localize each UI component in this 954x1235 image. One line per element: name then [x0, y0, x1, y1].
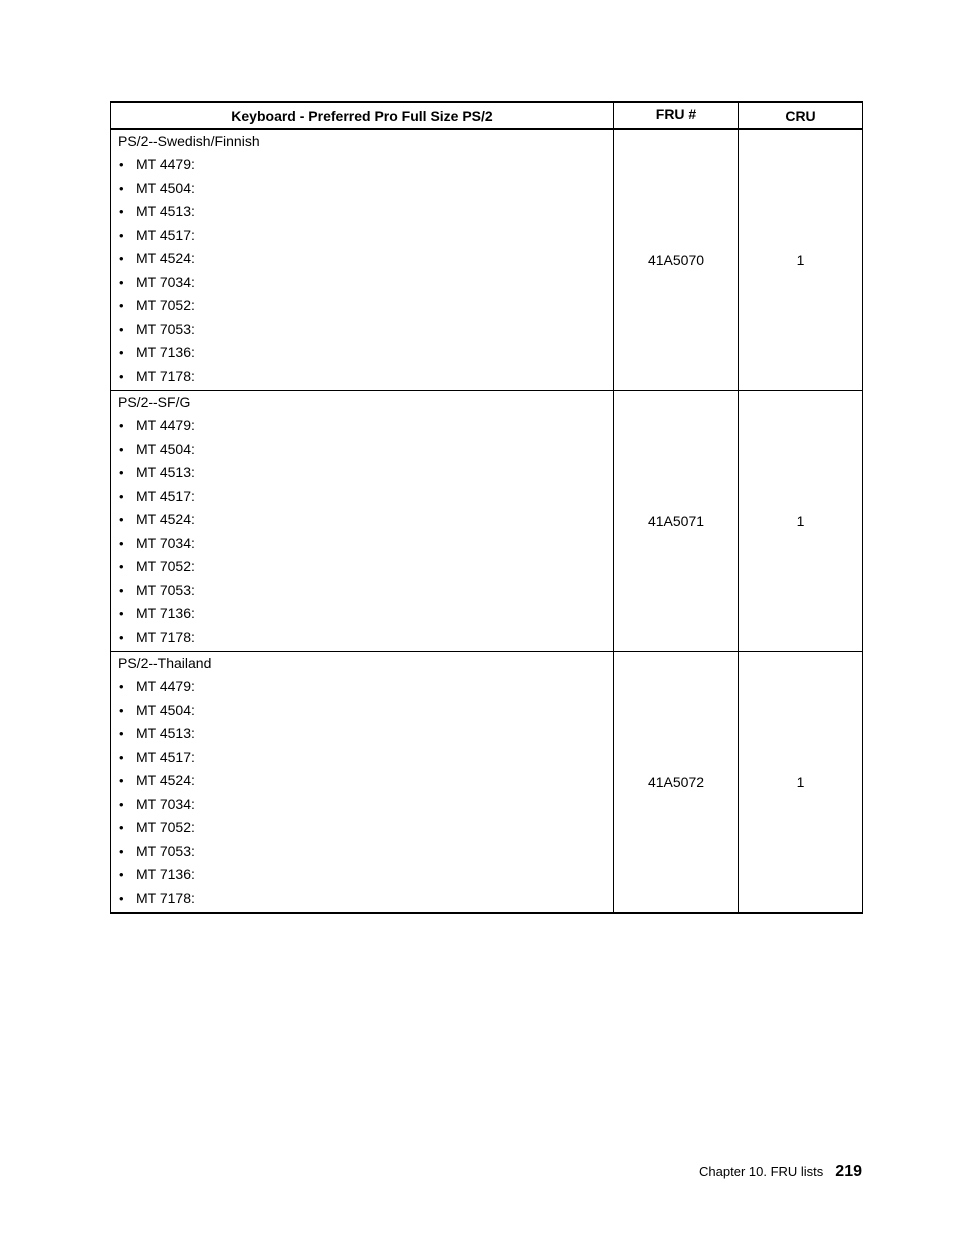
machine-type-label: MT 7178: [136, 628, 195, 645]
machine-type-label: MT 7136: [136, 605, 195, 621]
list-item [111, 153, 613, 177]
table-row [111, 391, 863, 652]
table-body [111, 129, 863, 913]
machine-type-label: MT 4479: [136, 156, 195, 172]
table-header [111, 102, 863, 129]
bullet-icon: • [119, 820, 124, 835]
header-fru [614, 102, 739, 129]
bullet-icon: • [119, 512, 124, 527]
bullet-icon: • [119, 180, 124, 196]
bullet-icon: • [119, 157, 124, 172]
list-item [111, 200, 613, 224]
list-item [111, 816, 613, 840]
list-item [111, 769, 613, 793]
list-item [111, 675, 613, 699]
machine-type-label: MT 4524: [136, 511, 195, 527]
page-footer [699, 1160, 862, 1184]
cru-value: 1 [796, 513, 805, 529]
list-item [111, 579, 613, 603]
list-item [111, 461, 613, 485]
bullet-icon: • [119, 368, 124, 384]
bullet-icon: • [119, 465, 124, 480]
list-item [111, 602, 613, 626]
list-item [111, 840, 613, 864]
machine-type-label: MT 7034: [136, 273, 195, 290]
cru-cell [739, 652, 863, 914]
bullet-icon: • [119, 321, 124, 337]
header-description [111, 102, 614, 129]
machine-type-list [111, 414, 613, 649]
list-item [111, 555, 613, 579]
machine-type-label: MT 4513: [136, 203, 195, 219]
header-row [111, 102, 863, 129]
header-fru-label: FRU # [655, 105, 697, 122]
bullet-icon: • [119, 582, 124, 598]
machine-type-list [111, 675, 613, 910]
cru-cell [739, 129, 863, 391]
list-item [111, 438, 613, 462]
machine-type-label: MT 7136: [136, 344, 195, 360]
fru-number: 41A5071 [647, 513, 705, 529]
bullet-icon: • [119, 441, 124, 457]
list-item [111, 863, 613, 887]
fru-cell [614, 652, 739, 914]
machine-type-label: MT 4513: [136, 464, 195, 480]
machine-type-label: MT 7052: [136, 297, 195, 313]
bullet-icon: • [119, 726, 124, 741]
list-item [111, 365, 613, 389]
machine-type-list [111, 153, 613, 388]
list-item [111, 887, 613, 911]
group-title: PS/2--Swedish/Finnish [118, 133, 260, 149]
machine-type-label: MT 7178: [136, 367, 195, 384]
list-item [111, 508, 613, 532]
header-cru [739, 102, 863, 129]
fru-cell [614, 129, 739, 391]
description-cell [111, 129, 614, 391]
bullet-icon: • [119, 251, 124, 266]
machine-type-label: MT 7136: [136, 866, 195, 882]
fru-cell [614, 391, 739, 652]
list-item [111, 532, 613, 556]
bullet-icon: • [119, 890, 124, 906]
list-item [111, 294, 613, 318]
machine-type-label: MT 4524: [136, 250, 195, 266]
cru-cell [739, 391, 863, 652]
bullet-icon: • [119, 418, 124, 433]
bullet-icon: • [119, 843, 124, 859]
machine-type-label: MT 7034: [136, 795, 195, 812]
description-cell [111, 391, 614, 652]
list-item [111, 341, 613, 365]
list-item [111, 626, 613, 650]
list-item [111, 271, 613, 295]
description-cell [111, 652, 614, 914]
bullet-icon: • [119, 867, 124, 882]
machine-type-label: MT 7052: [136, 558, 195, 574]
list-item [111, 318, 613, 342]
machine-type-label: MT 7053: [136, 842, 195, 859]
fru-number: 41A5070 [647, 252, 705, 268]
machine-type-label: MT 4504: [136, 440, 195, 457]
bullet-icon: • [119, 749, 124, 765]
bullet-icon: • [119, 559, 124, 574]
machine-type-label: MT 7053: [136, 581, 195, 598]
fru-table [110, 101, 863, 914]
list-item [111, 414, 613, 438]
machine-type-label: MT 4479: [136, 678, 195, 694]
machine-type-label: MT 4524: [136, 772, 195, 788]
machine-type-label: MT 4479: [136, 417, 195, 433]
cru-value: 1 [796, 252, 805, 268]
bullet-icon: • [119, 227, 124, 243]
list-item [111, 177, 613, 201]
bullet-icon: • [119, 274, 124, 290]
bullet-icon: • [119, 629, 124, 645]
bullet-icon: • [119, 796, 124, 812]
bullet-icon: • [119, 204, 124, 219]
group-title: PS/2--Thailand [118, 655, 212, 671]
machine-type-label: MT 7053: [136, 320, 195, 337]
page-number: 219 [835, 1163, 862, 1180]
table-row [111, 652, 863, 914]
machine-type-label: MT 4504: [136, 701, 195, 718]
machine-type-label: MT 7178: [136, 889, 195, 906]
list-item [111, 224, 613, 248]
machine-type-label: MT 4517: [136, 748, 195, 765]
bullet-icon: • [119, 606, 124, 621]
bullet-icon: • [119, 702, 124, 718]
list-item [111, 746, 613, 770]
cru-value: 1 [796, 774, 805, 790]
bullet-icon: • [119, 535, 124, 551]
header-description-label: Keyboard - Preferred Pro Full Size PS/2 [231, 107, 493, 124]
machine-type-label: MT 7052: [136, 819, 195, 835]
chapter-label: Chapter 10. FRU lists [699, 1164, 824, 1179]
bullet-icon: • [119, 488, 124, 504]
group-title: PS/2--SF/G [118, 394, 191, 410]
list-item [111, 722, 613, 746]
list-item [111, 247, 613, 271]
bullet-icon: • [119, 679, 124, 694]
bullet-icon: • [119, 345, 124, 360]
table-row [111, 129, 863, 391]
machine-type-label: MT 7034: [136, 534, 195, 551]
machine-type-label: MT 4513: [136, 725, 195, 741]
list-item [111, 793, 613, 817]
fru-number: 41A5072 [647, 774, 705, 790]
header-cru-label: CRU [785, 107, 816, 124]
list-item [111, 485, 613, 509]
machine-type-label: MT 4504: [136, 179, 195, 196]
bullet-icon: • [119, 773, 124, 788]
machine-type-label: MT 4517: [136, 226, 195, 243]
bullet-icon: • [119, 298, 124, 313]
machine-type-label: MT 4517: [136, 487, 195, 504]
list-item [111, 699, 613, 723]
